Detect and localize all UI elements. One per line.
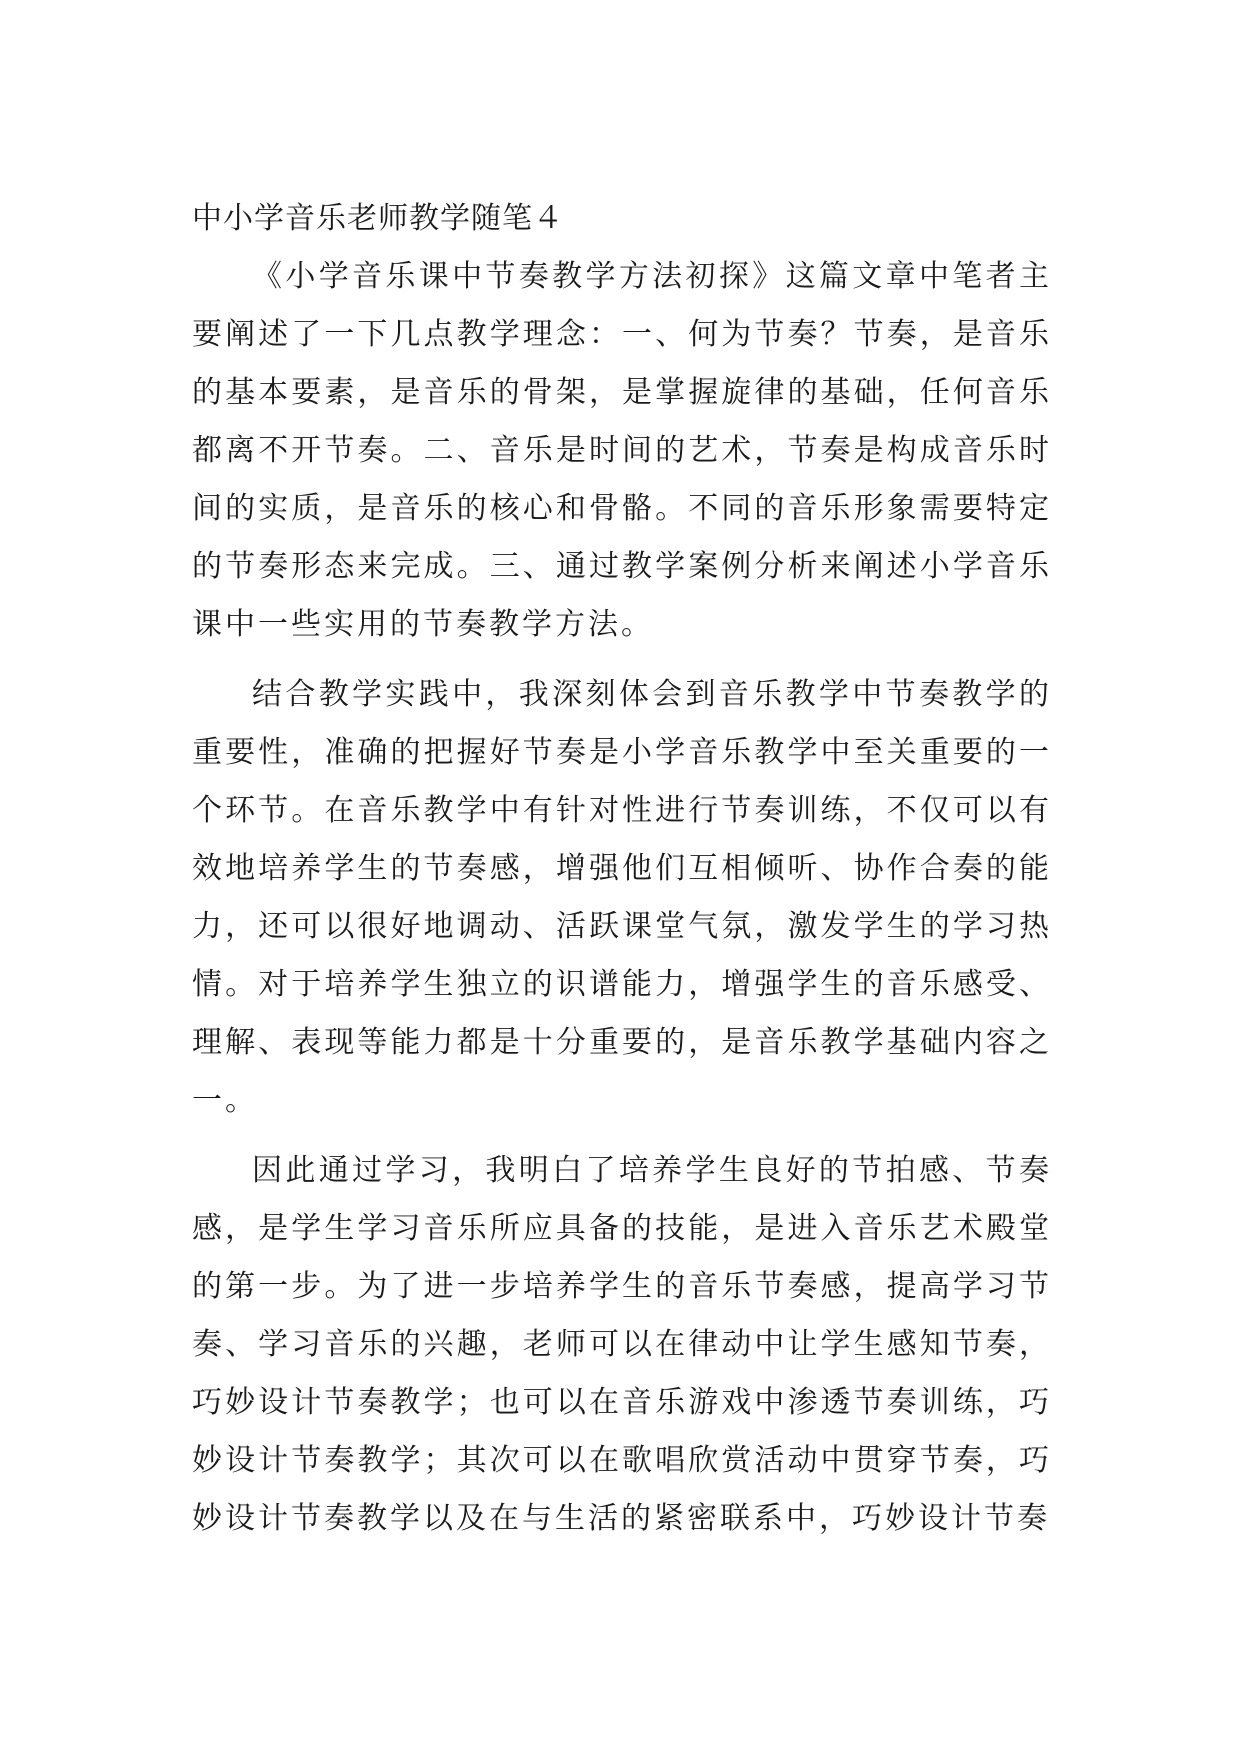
paragraph-2: 结合教学实践中，我深刻体会到音乐教学中节奏教学的重要性，准确的把握好节奏是小学音乐教学中至关重要的一个环节。在音乐教学中有针对性进行节奏训练，不仅可以有效地培养学生的节奏感，增强他们互相倾听、协作合奏的能力，还可以很好地调动、活跃课堂气氛，激发学生的学习热情。对于培养学生独立的识谱能力，增强学生的音乐感受、理解、表现等能力都是十分重要的，是音乐教学基础内容之一。 (192, 677, 1052, 1118)
paragraph-3: 因此通过学习，我明白了培养学生良好的节拍感、节奏感，是学生学习音乐所应具备的技能，是进入音乐艺术殿堂的第一步。为了进一步培养学生的音乐节奏感，提高学习节奏、学习音乐的兴趣，老师可以在律动中让学生感知节奏，巧妙设计节奏教学；也可以在音乐游戏中渗透节奏训练，巧妙设计节奏教学；其次可以在歌唱欣赏活动中贯穿节奏，巧妙设计节奏教学以及在与生活的紧密联系中，巧妙设计节奏 (192, 1153, 1052, 1536)
paragraph-1: 《小学音乐课中节奏教学方法初探》这篇文章中笔者主要阐述了一下几点教学理念：一、何为节奏？节奏，是音乐的基本要素，是音乐的骨架，是掌握旋律的基础，任何音乐都离不开节奏。二、音乐是时间的艺术，节奏是构成音乐时间的实质，是音乐的核心和骨骼。不同的音乐形象需要特定的节奏形态来完成。三、通过教学案例分析来阐述小学音乐课中一些实用的节奏教学方法。 (192, 259, 1052, 642)
document-title: 中小学音乐老师教学随笔４ (192, 201, 564, 236)
document-body (192, 190, 1052, 1548)
